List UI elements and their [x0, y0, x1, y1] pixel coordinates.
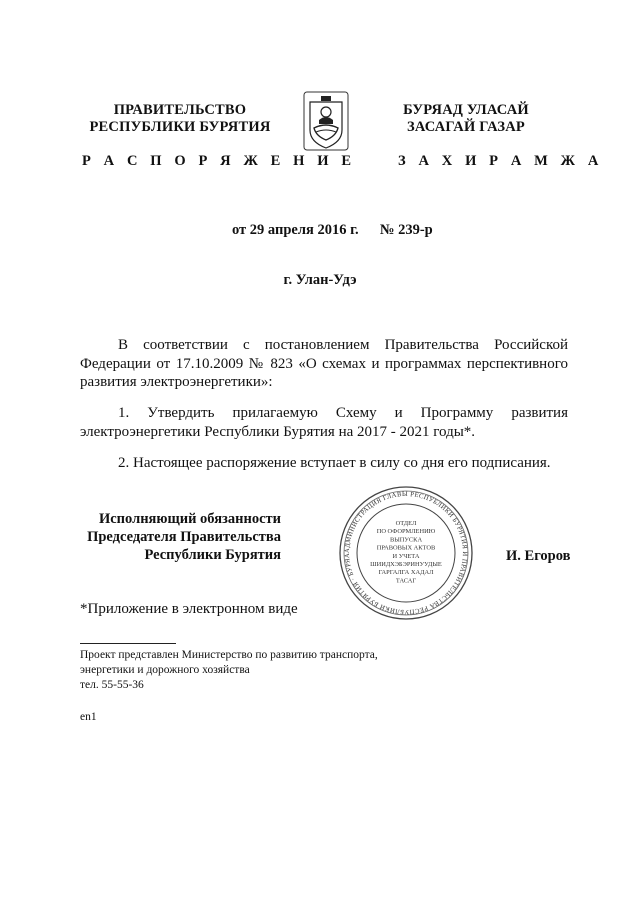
signatory-name: И. Егоров: [506, 548, 571, 564]
doc-type-left: Р А С П О Р Я Ж Е Н И Е: [82, 153, 356, 169]
footer-block: [80, 648, 378, 693]
emblem-svg: [302, 90, 350, 154]
signatory-title: [60, 510, 281, 564]
coat-of-arms-icon: [302, 90, 350, 154]
stamp-ring-text: АДМИНИСТРАЦИЯ ГЛАВЫ РЕСПУБЛИКИ БУРЯТИЯ И ПРАВИТЕЛЬСТВА РЕСПУБЛИКИ БУРЯТИЯ · БУРЯА: [343, 490, 469, 616]
footer-divider: [80, 643, 176, 644]
signatory-title-line3: Республики Бурятия: [144, 547, 281, 563]
signatory-title-line1: Исполняющий обязанности: [98, 511, 281, 527]
official-stamp: [338, 485, 474, 621]
government-name-buryat-line1: БУРЯАД УЛАСАЙ: [403, 102, 529, 118]
appendix-note: *Приложение в электронном виде: [80, 601, 298, 617]
stamp-center-line: ШИИДХЭБЭРИНУУДЫЕ: [370, 561, 442, 568]
body-paragraph-3: 2. Настоящее распоряжение вступает в силу со дня его подписания.: [118, 455, 551, 471]
stamp-svg: [338, 485, 474, 621]
footer-line1: Проект представлен Министерство по развитию транспорта,: [80, 649, 378, 661]
stamp-center-line: ВЫПУСКА: [389, 536, 423, 544]
header-left-title: [80, 102, 280, 136]
stamp-center-line: ГАРГАЛГА ХАДАЛ: [378, 569, 434, 577]
footer-line2: энергетики и дорожного хозяйства: [80, 664, 250, 676]
document-city: г. Улан-Удэ: [283, 272, 357, 288]
stamp-center-line: ТАСАГ: [395, 577, 417, 585]
government-name-buryat-line2: ЗАСАГАЙ ГАЗАР: [407, 119, 525, 135]
footer-code: en1: [80, 711, 97, 723]
doc-type-right: З А Х И Р А М Ж А: [398, 153, 603, 169]
stamp-center-line: ПРАВОВЫХ АКТОВ: [376, 544, 436, 552]
stamp-center-line: ОТДЕЛ: [395, 520, 417, 527]
date-number-line: [232, 222, 433, 239]
document-date: от 29 апреля 2016 г.: [232, 222, 359, 238]
document-number: № 239-р: [379, 222, 433, 238]
stamp-center-line: И УЧЕТА: [392, 552, 420, 560]
body-paragraph-2: 1. Утвердить прилагаемую Схему и Программу развития электроэнергетики Республики Бурятия на 2017 - 2021 годы*.: [80, 405, 568, 440]
government-name-line2: РЕСПУБЛИКИ БУРЯТИЯ: [89, 119, 271, 135]
stamp-center-line: ПО ОФОРМЛЕНИЮ: [376, 528, 436, 536]
government-name-line1: ПРАВИТЕЛЬСТВО: [113, 102, 247, 118]
signatory-title-line2: Председателя Правительства: [87, 529, 281, 545]
header-right-title: [376, 102, 556, 136]
footer-phone: тел. 55-55-36: [80, 679, 144, 691]
body-paragraph-1: В соответствии с постановлением Правительства Российской Федерации от 17.10.2009 № 823 «О схемах и программах перспективного развития электроэнергетики»:: [80, 337, 568, 390]
